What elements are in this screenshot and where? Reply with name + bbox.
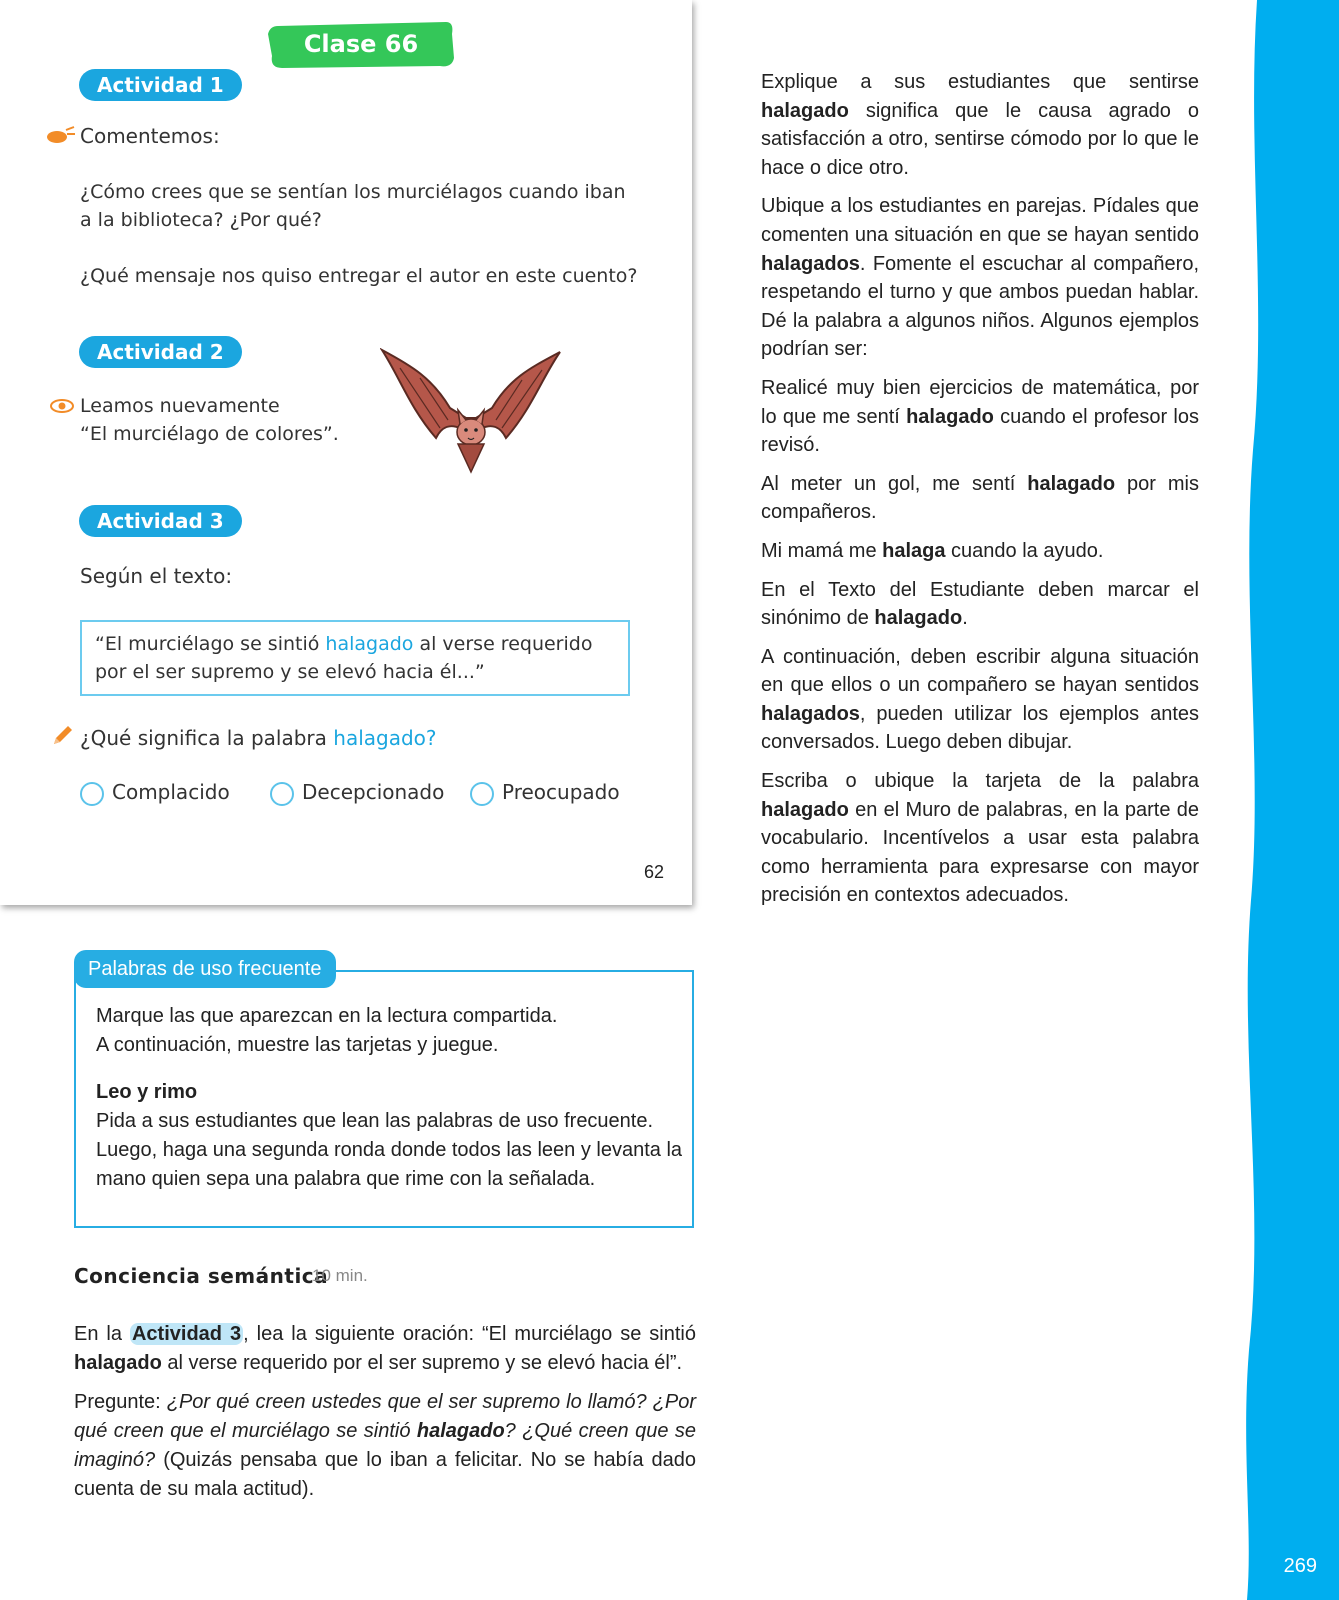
meaning-question-highlight: halagado? [333, 726, 437, 750]
option-decepcionado-radio[interactable] [270, 782, 294, 806]
option-decepcionado-label: Decepcionado [302, 780, 445, 804]
segun-el-texto: Según el texto: [80, 564, 233, 588]
actividad-3-highlight: Actividad 3 [131, 1323, 242, 1345]
frequent-words-tab: Palabras de uso frecuente [74, 950, 336, 988]
quote-highlight-word: halagado [325, 633, 414, 655]
clase-title: Clase 66 [303, 30, 419, 58]
eye-icon [50, 398, 74, 414]
semantic-paragraph-2: Pregunte: ¿Por qué creen ustedes que el ser supremo lo llamó? ¿Por qué creen que el murciélago se sintió halagado? ¿Qué creen que se imaginó? (Quizás pensaba que lo iban a felicitar. No se había dado cuenta de su mala actitud). [74, 1391, 696, 1500]
bat-illustration [380, 348, 562, 484]
option-complacido-radio[interactable] [80, 782, 104, 806]
page-number: 269 [1283, 1555, 1317, 1577]
decorative-side-strip [1229, 0, 1339, 1600]
meaning-question: ¿Qué significa la palabra halagado? [80, 726, 437, 750]
semantic-section-time: 10 min. [312, 1266, 368, 1285]
semantic-paragraph-1: En la Actividad 3 , lea la siguiente oración: “El murciélago se sintió halagado al verse requerido por el ser supremo y se elevó hacia él”. [74, 1323, 696, 1374]
paragraph-3: Realicé muy bien ejercicios de matemática, por lo que me sentí halagado cuando el profesor los revisó. [761, 376, 1199, 457]
actividad-2-badge: Actividad 2 [79, 336, 242, 368]
question-1-line-2: a la biblioteca? ¿Por qué? [80, 209, 322, 231]
option-complacido-label: Complacido [112, 780, 230, 804]
paragraph-2: Ubique a los estudiantes en parejas. Pídales que comenten una situación en que se hayan sentido halagados. Fomente el escuchar al compañero, respetando el turno y que ambos puedan hablar. Dé la palabra a algunos niños. Algunos ejemplos podrían ser: [761, 195, 1199, 361]
actividad-1-badge: Actividad 1 [79, 69, 242, 101]
frequent-words-line-2: A continuación, muestre las tarjetas y juegue. [96, 1034, 499, 1056]
leo-y-rimo-body: Pida a sus estudiantes que lean las palabras de uso frecuente. Luego, haga una segunda ronda donde todos las leen y levanta la mano quien sepa una palabra que rime con la señalada. [96, 1110, 683, 1190]
paragraph-8: Escriba o ubique la tarjeta de la palabra halagado en el Muro de palabras, en la parte de vocabulario. Incentívelos a usar esta palabra como herramienta para expresarse con mayor precisión en contextos adecuados. [761, 770, 1199, 907]
teacher-instructions [761, 68, 1199, 920]
semantic-section-body [74, 1320, 696, 1514]
pencil-icon [50, 724, 74, 748]
question-2: ¿Qué mensaje nos quiso entregar el autor en este cuento? [80, 265, 638, 287]
semantic-section-title: Conciencia semántica [74, 1264, 329, 1288]
actividad-3-badge: Actividad 3 [79, 505, 242, 537]
paragraph-6: En el Texto del Estudiante deben marcar el sinónimo de halagado. [761, 578, 1199, 630]
paragraph-1: Explique a sus estudiantes que sentirse halagado significa que le causa agrado o satisfacción a otro, sentirse cómodo por lo que le hace o dice otro. [761, 71, 1199, 179]
question-1-line-1: ¿Cómo crees que se sentían los murciélagos cuando iban [80, 181, 626, 203]
student-page-card [0, 0, 692, 905]
option-preocupado-radio[interactable] [470, 782, 494, 806]
paragraph-4: Al meter un gol, me sentí halagado por mis compañeros. [761, 472, 1199, 524]
speech-bubble-icon [46, 126, 76, 144]
option-preocupado-label: Preocupado [502, 780, 620, 804]
leo-y-rimo-title: Leo y rimo [96, 1081, 198, 1103]
quote-line-1: “El murciélago se sintió halagado al verse requerido [95, 633, 593, 655]
leamos-line-2: “El murciélago de colores”. [80, 423, 339, 445]
paragraph-5: Mi mamá me halaga cuando la ayudo. [761, 539, 1104, 562]
quote-line-2: por el ser supremo y se elevó hacia él...” [95, 661, 485, 683]
student-page-number: 62 [644, 862, 665, 882]
paragraph-7: A continuación, deben escribir alguna situación en que ellos o un compañero se hayan sentidos halagados, pueden utilizar los ejemplos antes conversados. Luego deben dibujar. [761, 645, 1199, 754]
leamos-line-1: Leamos nuevamente [80, 395, 280, 417]
comentemos-label: Comentemos: [80, 124, 220, 148]
frequent-words-content [96, 1002, 686, 1194]
frequent-words-line-1: Marque las que aparezcan en la lectura compartida. [96, 1005, 558, 1027]
